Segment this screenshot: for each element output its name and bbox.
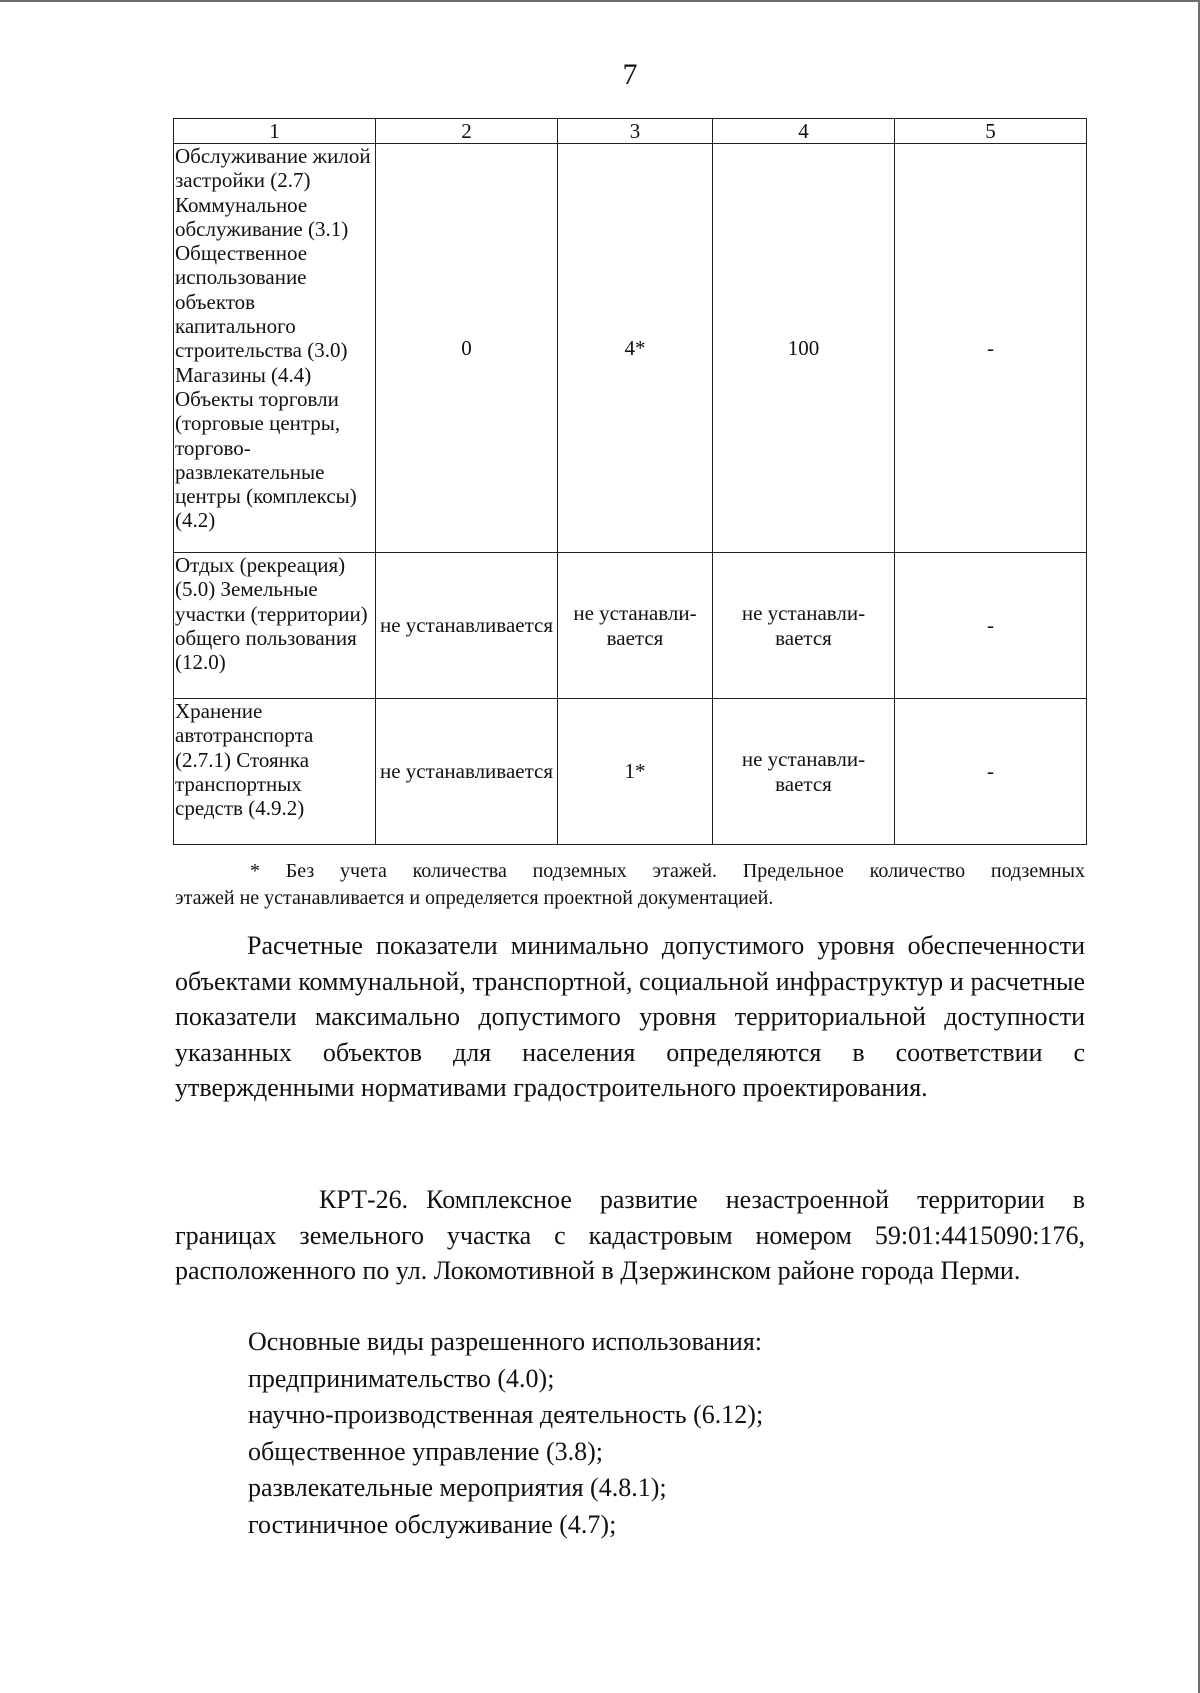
scan-edge-top [0,0,1200,2]
table-cell-col5: - [895,144,1087,553]
list-item: предпринимательство (4.0); [248,1363,555,1393]
permitted-uses-heading: Основные виды разрешенного использования: [248,1327,763,1356]
table-cell-col4: 100 [713,144,895,553]
table-cell-col5: - [895,699,1087,845]
infrastructure-paragraph: Расчетные показатели минимально допустимого уровня обеспеченности объектами коммунальной, транспортной, социальной инфраструктур и расчетные показатели максимально допустимого уровня территориальной доступности указанных объектов для населения определяются в соответствии с утвержденными нормативами градостроительного проектирования. [175,931,1085,1102]
table-footnote [175,858,1085,912]
table-cell-col2: не устанавливается [376,699,558,845]
krt-paragraph [175,1182,1085,1289]
table-cell-col3: 4* [558,144,713,553]
page-number: 7 [622,58,638,91]
column-header-4: 4 [713,119,895,144]
table-cell-col5: - [895,553,1087,699]
table-cell-col4: не устанавли- вается [713,699,895,845]
table-cell-use-types: Отдых (рекреация) (5.0) Земельные участки (территории) общего пользования (12.0) [174,553,376,699]
footnote-line-1: * Без учета количества подземных этажей. Предельное количество подземных [250,860,1085,882]
table-cell-use-types: Обслуживание жилой застройки (2.7) Коммунальное обслуживание (3.1) Общественное использование объектов капитального строительства (3.0) Магазины (4.4) Объекты торговли (торговые центры, торгово-развлекательные центры (комплексы) (4.2) [174,144,376,553]
table-header-row [174,119,1087,144]
table-row [174,553,1087,699]
table-row [174,144,1087,553]
list-item: развлекательные мероприятия (4.8.1); [248,1473,667,1502]
table-row [174,699,1087,845]
table-cell-use-types: Хранение автотранспорта (2.7.1) Стоянка транспортных средств (4.9.2) [174,699,376,845]
table-cell-col2: не устанавливается [376,553,558,699]
footnote-line-2: этажей не устанавливается и определяется проектной документацией. [175,887,774,909]
table-cell-col3: 1* [558,699,713,845]
permitted-uses-list [248,1324,763,1543]
table-cell-col3: не устанавли- вается [558,553,713,699]
column-header-3: 3 [558,119,713,144]
parameters-table [173,118,1087,845]
list-item: научно-производственная деятельность (6.12); [248,1400,764,1429]
list-item: общественное управление (3.8); [248,1436,603,1466]
column-header-2: 2 [376,119,558,144]
column-header-5: 5 [895,119,1087,144]
krt-text: Комплексное развитие незастроенной территории в границах земельного участка с кадастровым номером 59:01:4415090:176, расположенного по ул. Локомотивной в Дзержинском районе города Перми. [175,1185,1085,1285]
table-cell-col4: не устанавли- вается [713,553,895,699]
column-header-1: 1 [174,119,376,144]
table-cell-col2: 0 [376,144,558,553]
krt-code: КРТ-26. [319,1185,409,1214]
list-item: гостиничное обслуживание (4.7); [248,1509,617,1539]
